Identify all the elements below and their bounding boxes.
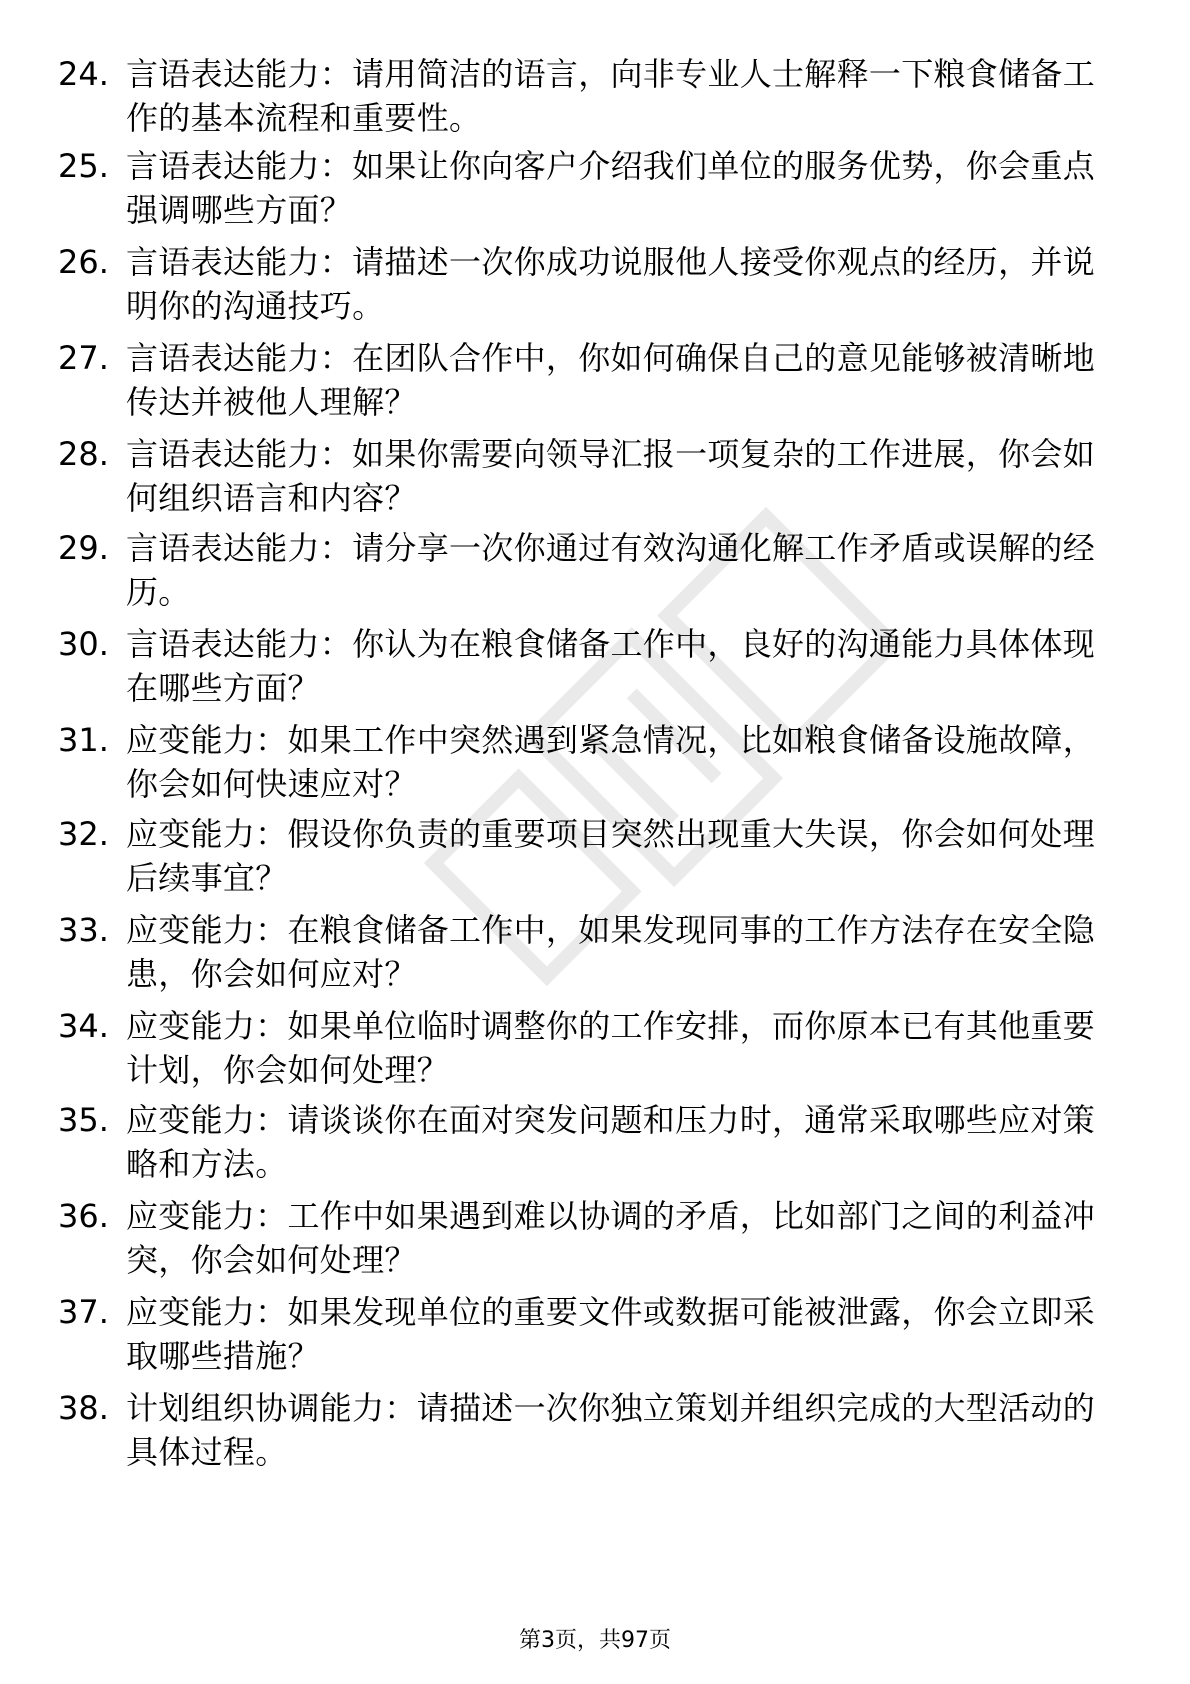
- question-item: [0, 622, 1190, 714]
- question-number: 32.: [58, 815, 109, 853]
- question-text: 应变能力：假设你负责的重要项目突然出现重大失误，你会如何处理后续事宜？: [126, 815, 1096, 897]
- question-text: 言语表达能力：在团队合作中，你如何确保自己的意见能够被清晰地传达并被他人理解？: [126, 339, 1096, 421]
- question-number: 29.: [58, 529, 109, 567]
- question-number: 33.: [58, 911, 109, 949]
- question-item: [0, 908, 1190, 1000]
- question-number: 34.: [58, 1007, 109, 1045]
- question-text: 应变能力：请谈谈你在面对突发问题和压力时，通常采取哪些应对策略和方法。: [126, 1101, 1096, 1183]
- question-text: 言语表达能力：请用简洁的语言，向非专业人士解释一下粮食储备工作的基本流程和重要性。: [126, 55, 1096, 137]
- question-text: 言语表达能力：请描述一次你成功说服他人接受你观点的经历，并说明你的沟通技巧。: [126, 243, 1096, 325]
- question-number: 25.: [58, 147, 109, 185]
- question-number: 31.: [58, 721, 109, 759]
- question-number: 30.: [58, 625, 109, 663]
- question-item: [0, 1194, 1190, 1286]
- question-text: 言语表达能力：如果让你向客户介绍我们单位的服务优势，你会重点强调哪些方面？: [126, 147, 1096, 229]
- question-item: [0, 336, 1190, 428]
- question-item: [0, 240, 1190, 332]
- question-text: 应变能力：在粮食储备工作中，如果发现同事的工作方法存在安全隐患，你会如何应对？: [126, 911, 1096, 993]
- question-item: [0, 526, 1190, 618]
- question-number: 26.: [58, 243, 109, 281]
- question-item: [0, 432, 1190, 524]
- question-number: 35.: [58, 1101, 109, 1139]
- question-number: 27.: [58, 339, 109, 377]
- question-item: [0, 1386, 1190, 1478]
- question-text: 言语表达能力：如果你需要向领导汇报一项复杂的工作进展，你会如何组织语言和内容？: [126, 435, 1096, 517]
- question-text: 计划组织协调能力：请描述一次你独立策划并组织完成的大型活动的具体过程。: [126, 1389, 1096, 1471]
- question-item: [0, 812, 1190, 904]
- question-item: [0, 1290, 1190, 1382]
- question-text: 应变能力：如果工作中突然遇到紧急情况，比如粮食储备设施故障，你会如何快速应对？: [126, 721, 1096, 803]
- question-text: 应变能力：工作中如果遇到难以协调的矛盾，比如部门之间的利益冲突，你会如何处理？: [126, 1197, 1096, 1279]
- question-text: 言语表达能力：你认为在粮食储备工作中，良好的沟通能力具体体现在哪些方面？: [126, 625, 1096, 707]
- page-footer: 第3页，共97页: [519, 1628, 671, 1653]
- question-item: [0, 52, 1190, 144]
- question-number: 38.: [58, 1389, 109, 1427]
- question-number: 37.: [58, 1293, 109, 1331]
- question-number: 28.: [58, 435, 109, 473]
- question-item: [0, 144, 1190, 236]
- question-item: [0, 1098, 1190, 1190]
- question-text: 言语表达能力：请分享一次你通过有效沟通化解工作矛盾或误解的经历。: [126, 529, 1096, 611]
- question-text: 应变能力：如果发现单位的重要文件或数据可能被泄露，你会立即采取哪些措施？: [126, 1293, 1096, 1375]
- question-item: [0, 718, 1190, 810]
- question-number: 24.: [58, 55, 109, 93]
- question-number: 36.: [58, 1197, 109, 1235]
- question-item: [0, 1004, 1190, 1096]
- question-text: 应变能力：如果单位临时调整你的工作安排，而你原本已有其他重要计划，你会如何处理？: [126, 1007, 1096, 1089]
